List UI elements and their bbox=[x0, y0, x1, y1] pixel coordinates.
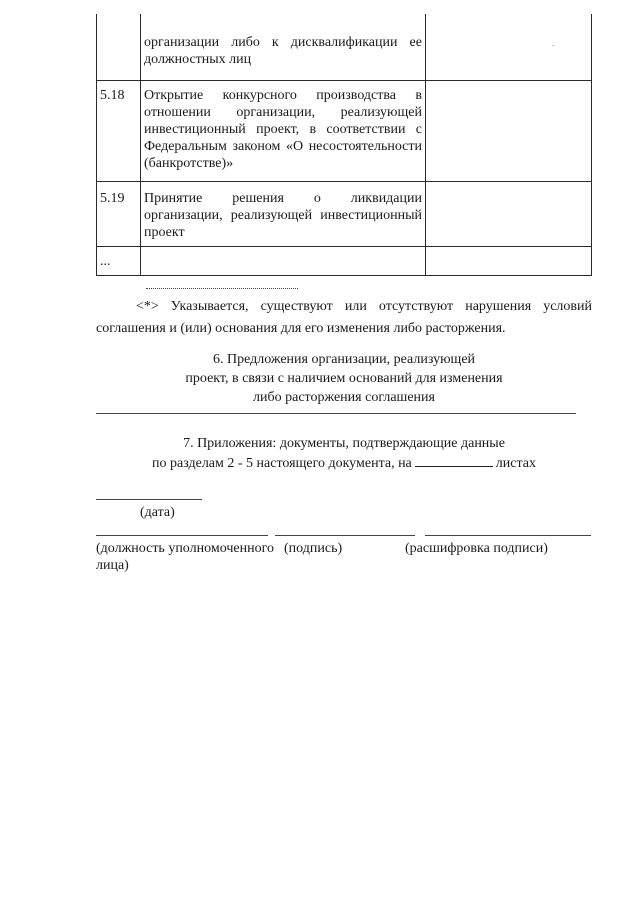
sheets-count-blank bbox=[415, 453, 493, 467]
row-description bbox=[141, 247, 426, 276]
row-number bbox=[97, 14, 141, 81]
position-fill-line bbox=[96, 535, 268, 536]
date-fill-line bbox=[96, 499, 202, 500]
row-value bbox=[426, 81, 592, 182]
row-description: организации либо к дисквалификации ее должностных лиц bbox=[141, 14, 426, 81]
table-row bbox=[97, 81, 592, 182]
section-7-line-1: 7. Приложения: документы, подтверждающие данные bbox=[183, 436, 505, 451]
footnote bbox=[96, 296, 592, 340]
section-6-line: либо расторжения соглашения bbox=[253, 390, 435, 405]
row-number: 5.18 bbox=[97, 81, 141, 182]
row-number: 5.19 bbox=[97, 182, 141, 247]
position-label: (должность уполномоченного лица) bbox=[96, 541, 274, 573]
section-7-text-before: по разделам 2 - 5 настоящего документа, на bbox=[152, 456, 412, 471]
date-label: (дата) bbox=[140, 505, 175, 520]
footnote-text: Указывается, существуют или отсутствуют нарушения условий соглашения и (или) основания для его изменения либо расторжения. bbox=[96, 299, 592, 336]
footnote-divider bbox=[146, 288, 298, 289]
row-description: Открытие конкурсного производства в отношении организации, реализующей инвестиционный проект, в соответствии с Федеральным законом «О несостоятельности (банкротстве)» bbox=[141, 81, 426, 182]
corner-mark: - bbox=[552, 41, 555, 50]
section-7-text-after: листах bbox=[495, 456, 536, 471]
row-value bbox=[426, 182, 592, 247]
row-description: Принятие решения о ликвидации организации, реализующей инвестиционный проект bbox=[141, 182, 426, 247]
row-value bbox=[426, 14, 592, 81]
section-6-heading bbox=[96, 350, 592, 407]
table-row bbox=[97, 247, 592, 276]
proposal-fill-line bbox=[96, 413, 576, 414]
footnote-marker: <*> bbox=[136, 299, 159, 314]
signature-label: (подпись) bbox=[284, 541, 343, 556]
section-6-line: 6. Предложения организации, реализующей bbox=[212, 352, 476, 367]
section-7-heading bbox=[96, 434, 592, 473]
signature-fill-line bbox=[275, 535, 415, 536]
section-6-line: проект, в связи с наличием оснований для изменения bbox=[185, 371, 503, 386]
row-number: ... bbox=[97, 247, 141, 276]
table-row bbox=[97, 14, 592, 81]
row-value bbox=[426, 247, 592, 276]
decoding-fill-line bbox=[425, 535, 591, 536]
table-row bbox=[97, 182, 592, 247]
decoding-label: (расшифровка подписи) bbox=[405, 541, 548, 556]
violations-table bbox=[96, 14, 592, 276]
section-7-line-2 bbox=[96, 453, 592, 473]
